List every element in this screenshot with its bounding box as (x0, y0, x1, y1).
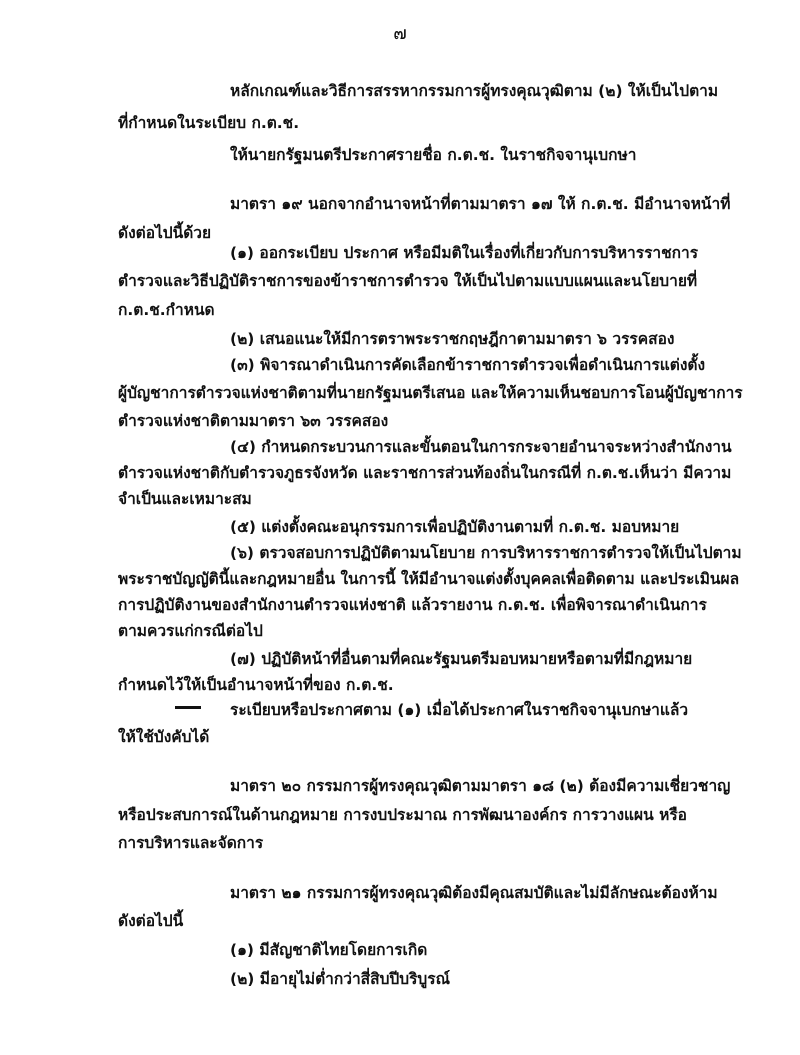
text-line: พระราชบัญญัตินี้และกฎหมายอื่น ในการนี้ ให้มีอำนาจแต่งตั้งบุคคลเพื่อติดตาม และประเมินผล (118, 570, 740, 588)
text-line: ที่กำหนดในระเบียบ ก.ต.ช. (118, 114, 300, 132)
text-line: ผู้บัญชาการตำรวจแห่งชาติตามที่นายกรัฐมนตรีเสนอ และให้ความเห็นชอบการโอนผู้บัญชาการ (118, 384, 743, 402)
text-line: (๖) ตรวจสอบการปฏิบัติตามนโยบาย การบริหารราชการตำรวจให้เป็นไปตาม (230, 544, 742, 562)
text-line: ดังต่อไปนี้ (118, 912, 184, 930)
text-line: หลักเกณฑ์และวิธีการสรรหากรรมการผู้ทรงคุณวุฒิตาม (๒) ให้เป็นไปตาม (230, 82, 719, 100)
page-number: ๗ (393, 23, 407, 44)
text-line: มาตรา ๒๐ กรรมการผู้ทรงคุณวุฒิตามมาตรา ๑๘ (๒) ต้องมีความเชี่ยวชาญ (230, 777, 731, 795)
text-line: (๓) พิจารณาดำเนินการคัดเลือกข้าราชการตำรวจเพื่อดำเนินการแต่งตั้ง (230, 356, 706, 374)
text-line: มาตรา ๑๙ นอกจากอำนาจหน้าที่ตามมาตรา ๑๗ ให้ ก.ต.ช. มีอำนาจหน้าที่ (230, 195, 731, 213)
text-line: หรือประสบการณ์ในด้านกฎหมาย การงบประมาณ การพัฒนาองค์กร การวางแผน หรือ (118, 806, 687, 824)
text-line: ก.ต.ช.กำหนด (118, 301, 215, 319)
text-line: (๗) ปฏิบัติหน้าที่อื่นตามที่คณะรัฐมนตรีมอบหมายหรือตามที่มีกฎหมาย (230, 650, 693, 668)
text-line: (๑) มีสัญชาติไทยโดยการเกิด (230, 941, 428, 959)
text-line: การบริหารและจัดการ (118, 834, 264, 852)
text-line: (๒) เสนอแนะให้มีการตราพระราชกฤษฎีกาตามมาตรา ๖ วรรคสอง (230, 330, 675, 348)
text-line: จำเป็นและเหมาะสม (118, 490, 252, 508)
text-line: กำหนดไว้ให้เป็นอำนาจหน้าที่ของ ก.ต.ช. (118, 676, 394, 694)
text-line: การปฏิบัติงานของสำนักงานตำรวจแห่งชาติ แล้วรายงาน ก.ต.ช. เพื่อพิจารณาดำเนินการ (118, 596, 707, 614)
margin-dash-mark (175, 706, 201, 709)
text-line: ตามควรแก่กรณีต่อไป (118, 622, 263, 640)
text-line: (๑) ออกระเบียบ ประกาศ หรือมีมติในเรื่องที่เกี่ยวกับการบริหารราชการ (230, 244, 699, 262)
text-line: ระเบียบหรือประกาศตาม (๑) เมื่อได้ประกาศในราชกิจจานุเบกษาแล้ว (230, 701, 689, 719)
text-line: มาตรา ๒๑ กรรมการผู้ทรงคุณวุฒิต้องมีคุณสมบัติและไม่มีลักษณะต้องห้าม (230, 884, 718, 902)
text-line: ดังต่อไปนี้ด้วย (118, 224, 212, 242)
text-line: ให้ใช้บังคับได้ (118, 728, 210, 746)
text-line: ตำรวจและวิธีปฏิบัติราชการของข้าราชการตำรวจ ให้เป็นไปตามแบบแผนและนโยบายที่ (118, 272, 698, 290)
text-line: ตำรวจแห่งชาติกับตำรวจภูธรจังหวัด และราชการส่วนท้องถิ่นในกรณีที่ ก.ต.ช.เห็นว่า มีความ (118, 464, 732, 482)
text-line: (๒) มีอายุไม่ต่ำกว่าสี่สิบปีบริบูรณ์ (230, 970, 450, 988)
text-line: (๔) กำหนดกระบวนการและขั้นตอนในการกระจายอำนาจระหว่างสำนักงาน (230, 438, 732, 456)
text-line: ให้นายกรัฐมนตรีประกาศรายชื่อ ก.ต.ช. ในราชกิจจานุเบกษา (230, 146, 637, 164)
text-line: ตำรวจแห่งชาติตามมาตรา ๖๓ วรรคสอง (118, 412, 389, 430)
text-line: (๕) แต่งตั้งคณะอนุกรรมการเพื่อปฏิบัติงานตามที่ ก.ต.ช. มอบหมาย (230, 518, 680, 536)
